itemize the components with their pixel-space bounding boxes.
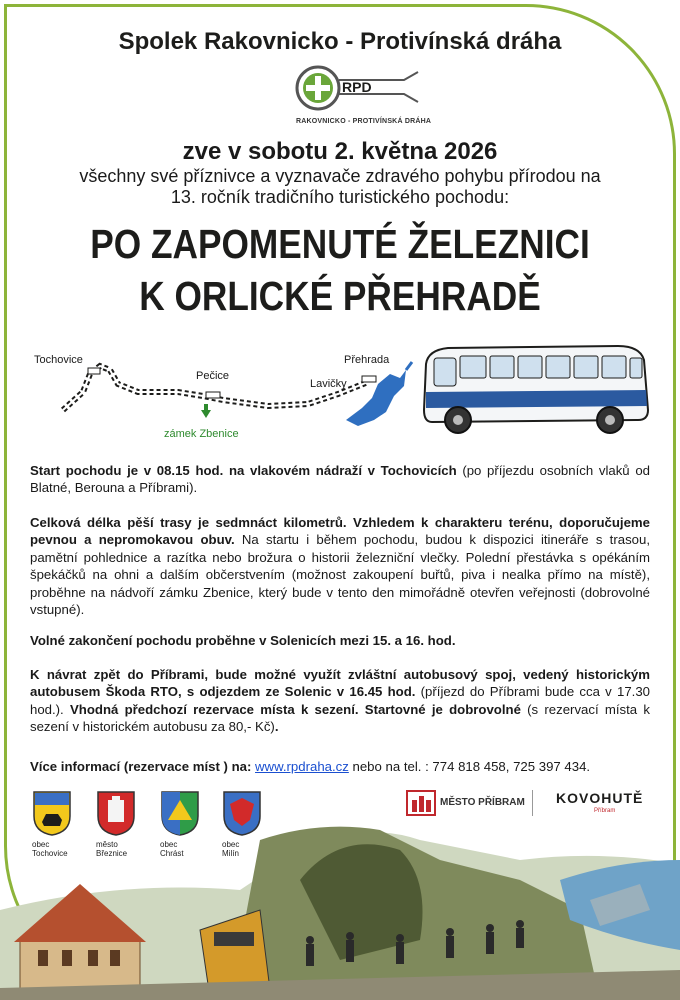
route-map <box>28 348 418 448</box>
intro-line-2: 13. ročník tradičního turistického pochodu: <box>170 187 510 207</box>
paragraph-start <box>30 462 650 497</box>
contact-phone: nebo na tel. : 774 818 458, 725 397 434. <box>348 759 591 774</box>
partner-type: obec <box>160 840 178 849</box>
castle-label: zámek Zbenice <box>164 428 239 440</box>
logo-text: RPD <box>342 79 372 95</box>
station-prehrada-icon <box>362 376 376 382</box>
partner-type: obec <box>32 840 50 849</box>
partner-type: obec <box>222 840 240 849</box>
skoda-rto-bus-icon <box>418 340 654 438</box>
hiking-scene-illustration <box>0 820 680 1000</box>
stop-start-label: Tochovice <box>34 354 83 366</box>
partner-name: Milín <box>222 849 239 858</box>
sponsor-kovohute: KOVOHUTĚ <box>556 790 644 806</box>
stop-mid-label: Pečice <box>196 370 230 382</box>
paragraph-finish <box>30 632 650 649</box>
station-tochovice-icon <box>88 368 100 374</box>
event-date: zve v sobotu 2. května 2026 <box>182 138 498 165</box>
logo-subtitle: RAKOVNICKO - PROTIVÍNSKÁ DRÁHA <box>296 118 432 125</box>
paragraph-route-bold: Celková délka pěší trasy je sedmnáct kilometrů. Vzhledem k charakteru terénu, doporučujeme pevnou a nepromokavou obuv. <box>30 515 650 548</box>
intro-line-1: všechny své příznivce a vyznavače zdravého pohybu přírodou na <box>79 166 601 186</box>
paragraph-route <box>30 514 650 618</box>
stop-lavicky-label: Lavičky <box>310 378 347 390</box>
partner-name: Chrást <box>160 849 184 858</box>
paragraph-start-rest: (po příjezdu osobních vlaků od Blatné, Berouna a Příbrami). <box>30 463 650 496</box>
paragraph-bus-end: . <box>274 719 279 735</box>
headline-line-1: PO ZAPOMENUTÉ ŽELEZNICI <box>90 221 590 267</box>
stop-end-label: Přehrada <box>344 354 390 366</box>
paragraph-bus-bold-2: Vhodná předchozí rezervace místa k sezení. Startovné je dobrovolné <box>69 701 521 717</box>
mesto-pribram-logo-icon <box>406 790 436 816</box>
headline-line-2: K ORLICKÉ PŘEHRADĚ <box>139 273 541 319</box>
paragraph-bus-rest-2: (s rezervací místa k sezení v historickém autobusu za 80,- Kč) <box>30 701 650 735</box>
paragraph-contact <box>30 758 650 775</box>
rpd-logo <box>292 60 432 122</box>
sponsor-mesto-pribram: MĚSTO PŘÍBRAM <box>440 797 525 808</box>
event-headline <box>48 218 633 322</box>
paragraph-bus-rest-1: (příjezd do Příbrami bude cca v 17.30 hod.). <box>30 684 650 717</box>
paragraph-route-rest: Na startu i během pochodu, budou k dispozici itineráře s trasou, pamětní pohlednice a razítka nebo brožura o historii železniční vlečky. Polední přestávka s opékáním špekáčků na ohni a dalším občerstvením (možnost zakoupení buřtů, piva i nealka přímo na místě), proběhne na nádvoří zámku Zbenice, který bude v tento den mimořádně otevřen veřejnosti (dobrovolné vstupné). <box>30 532 650 618</box>
paragraph-finish-bold: Volné zakončení pochodu proběhne v Solenicích mezi 15. a 16. hod. <box>30 633 456 648</box>
partner-type: město <box>96 840 118 849</box>
organization-title: Spolek Rakovnicko - Protivínská dráha <box>118 28 562 55</box>
intro-text <box>0 166 680 208</box>
paragraph-start-bold: Start pochodu je v 08.15 hod. na vlakovém nádraží v Tochovicích <box>30 463 457 478</box>
partner-name: Březnice <box>96 849 128 858</box>
castle-arrow-icon <box>201 404 211 418</box>
contact-label: Více informací (rezervace míst ) na: <box>30 759 252 774</box>
partner-name: Tochovice <box>32 849 68 858</box>
paragraph-bus <box>30 666 650 736</box>
paragraph-bus-bold-1: K návrat zpět do Příbrami, bude možné využít zvláštní autobusový spoj, vedený historickým autobusem Škoda RTO, s odjezdem ze Solenic v 16.45 hod. <box>30 667 650 700</box>
sponsor-divider <box>532 790 533 816</box>
sponsor-kovohute-sub: Příbram <box>594 808 616 814</box>
station-pecice-icon <box>206 392 220 398</box>
website-link[interactable]: www.rpdraha.cz <box>255 759 349 774</box>
